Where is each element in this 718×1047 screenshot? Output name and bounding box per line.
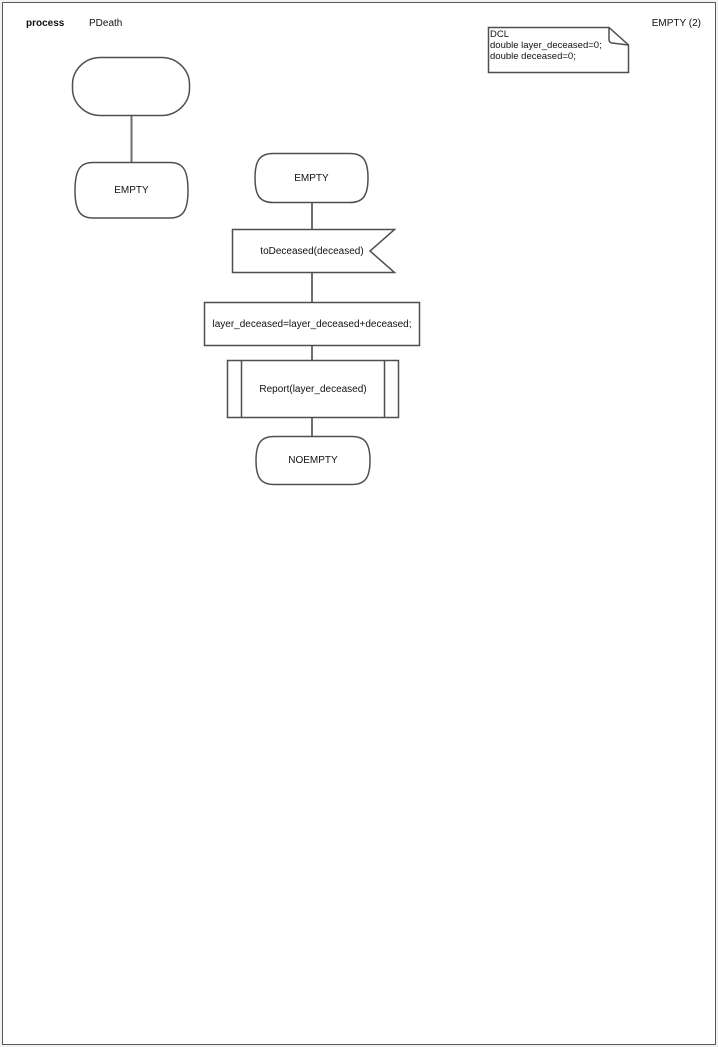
- state-symbol-empty[interactable]: [255, 154, 368, 203]
- state-symbol-noempty[interactable]: [256, 437, 370, 485]
- diagram-name-label: PDeath: [89, 18, 123, 29]
- start-symbol[interactable]: [73, 58, 190, 116]
- diagram-canvas: [3, 3, 715, 1044]
- diagram-page: [2, 2, 716, 1045]
- declaration-text: [490, 29, 622, 62]
- procedure-label: Report(layer_deceased): [259, 383, 367, 395]
- task-symbol[interactable]: [205, 303, 420, 346]
- diagram-kind-label: process: [26, 18, 65, 29]
- task-label: layer_deceased=layer_deceased+deceased;: [212, 318, 412, 330]
- input-label: toDeceased(deceased): [260, 245, 364, 257]
- declaration-line: DCL: [490, 29, 510, 40]
- declaration-line: double layer_deceased=0;: [490, 40, 602, 51]
- state-label-empty-initial: EMPTY: [114, 185, 149, 196]
- declaration-line: double deceased=0;: [490, 51, 576, 62]
- input-symbol-todeceased[interactable]: [233, 230, 395, 273]
- procedure-call-symbol[interactable]: [228, 361, 399, 418]
- state-symbol-empty-initial[interactable]: [75, 163, 188, 219]
- page-corner-label: EMPTY (2): [651, 18, 701, 29]
- state-label-noempty: NOEMPTY: [288, 455, 338, 466]
- state-label-empty: EMPTY: [294, 172, 329, 184]
